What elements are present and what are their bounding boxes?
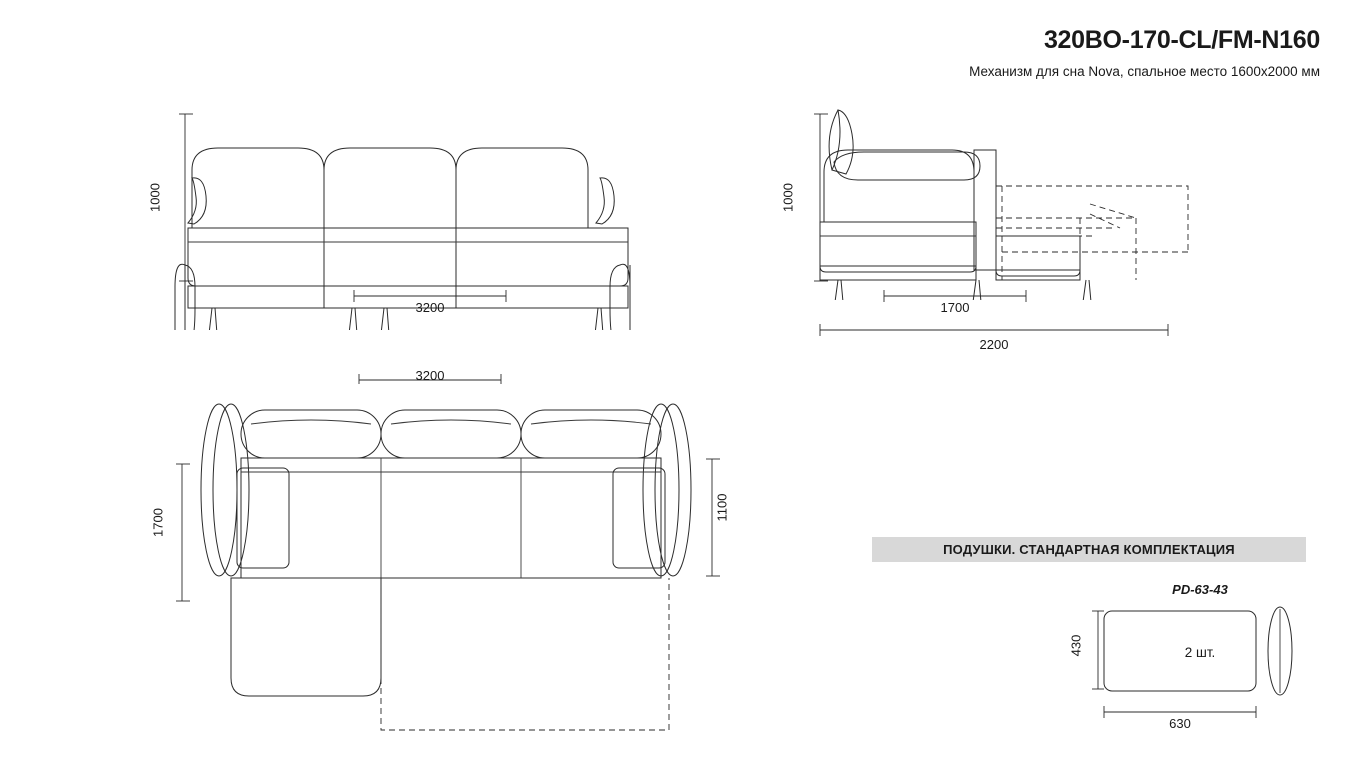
- pillow-width-label: 630: [1169, 716, 1191, 731]
- top-depth-label: 1700: [150, 508, 166, 537]
- pillow-section-title: ПОДУШКИ. СТАНДАРТНАЯ КОМПЛЕКТАЦИЯ: [943, 542, 1235, 557]
- side-extended-depth-dimension: [816, 318, 1172, 338]
- pillow-section-header: [872, 537, 1306, 562]
- front-width-label: 3200: [415, 300, 445, 315]
- side-extended-depth-label: 2200: [979, 337, 1009, 352]
- pillow-height-label: 430: [1068, 634, 1084, 657]
- pillow-quantity-label: 2 шт.: [1184, 645, 1216, 660]
- front-width-dimension: [350, 278, 510, 302]
- side-height-dimension: [790, 110, 830, 285]
- side-depth-dimension: [880, 278, 1030, 302]
- side-depth-label: 1700: [940, 300, 970, 315]
- side-height-label: 1000: [780, 183, 796, 212]
- top-depth-dimension: [160, 460, 200, 605]
- side-elevation-view: [790, 100, 1210, 300]
- top-plan-view: [195, 390, 715, 740]
- top-secondary-depth-label: 1100: [714, 493, 730, 522]
- page-title: 320BO-170-CL/FM-N160: [1043, 26, 1320, 54]
- page-subtitle: Механизм для сна Nova, спальное место 1600x2000 мм: [969, 64, 1320, 79]
- pillow-code-label: PD-63-43: [1172, 582, 1228, 597]
- front-height-label: 1000: [147, 183, 163, 212]
- top-width-label: 3200: [415, 368, 445, 383]
